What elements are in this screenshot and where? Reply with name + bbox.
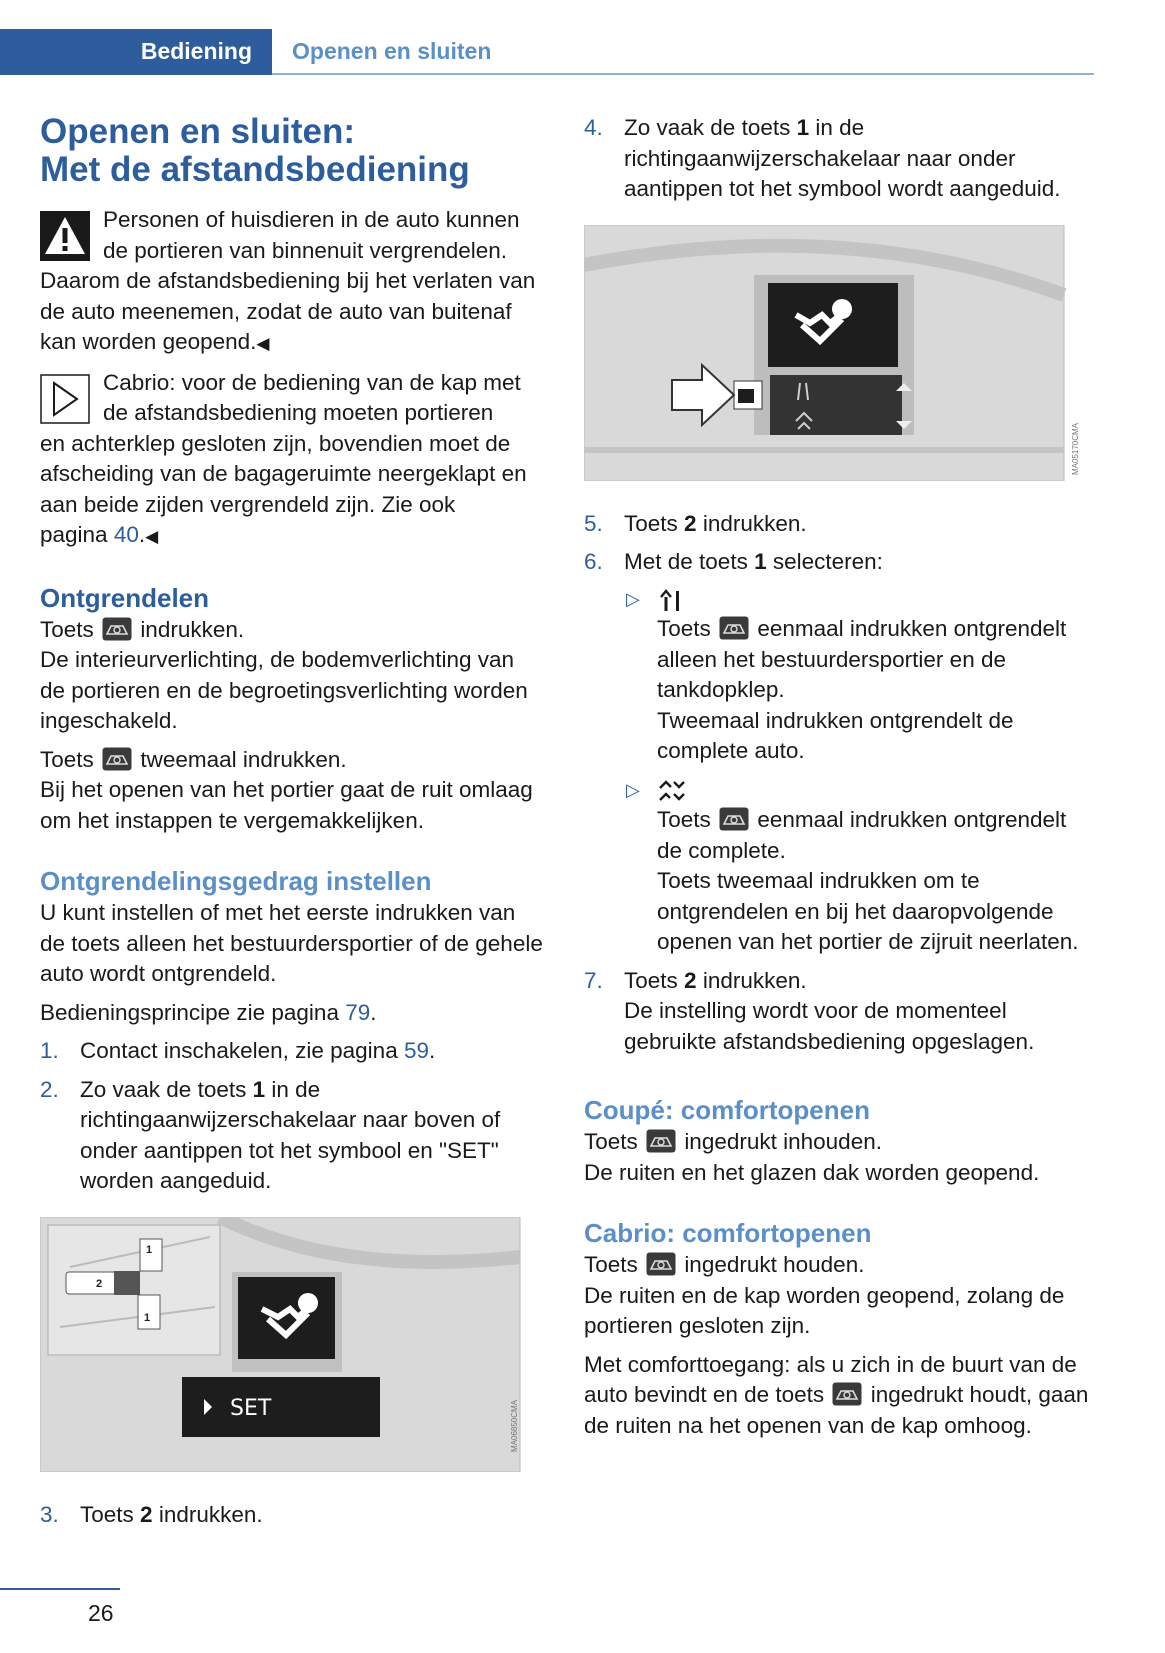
list-item: 5. Toets 2 indrukken. (584, 510, 807, 536)
steps-list-left (40, 1036, 545, 1197)
behaviour-principle: Bedieningsprincipe zie pagina 79. (40, 999, 377, 1025)
remote-key-icon (646, 1129, 676, 1153)
marker-2: 2 (96, 1277, 103, 1290)
marker-1-bottom: 1 (144, 1311, 151, 1324)
warning-triangle-icon (40, 211, 90, 261)
right-column (584, 113, 1094, 1441)
figure-unlock-display (584, 225, 1084, 481)
page-title-line2: Met de afstandsbediening (40, 150, 470, 189)
page-link-79[interactable]: 79 (345, 999, 371, 1025)
remote-key-icon (719, 616, 749, 640)
page-title-line1: Openen en sluiten: (40, 112, 356, 151)
end-mark-icon: ◀ (145, 527, 159, 546)
marker-1-top: 1 (146, 1243, 153, 1256)
bullet-triangle-icon: ▷ (626, 779, 640, 800)
behaviour-intro: U kunt instellen of met het eerste indrukken van de toets alleen het bestuurdersportier of de gehele auto wordt ontgrendeld. (40, 900, 543, 986)
page-title (40, 113, 545, 189)
unlock-paragraph-2: Toets tweemaal indrukken. Bij het openen van het portier gaat de ruit omlaag om het instappen te vergemakkelijken. (40, 746, 533, 833)
figure-code: MA05170CMA (1071, 422, 1080, 475)
header-rule-left (0, 73, 272, 75)
steps-list-right-2 (584, 509, 1094, 1058)
cabrio-paragraph-1: Toets ingedrukt houden. De ruiten en de kap worden geopend, zolang de portieren gesloten zijn. (584, 1252, 1065, 1338)
page-link-40[interactable]: 40 (113, 522, 139, 547)
cabrio-paragraph-2: Met comforttoegang: als u zich in de buurt van de auto bevindt en de toets ingedrukt houdt, gaan de ruiten na het openen van de kap omhoog. (584, 1351, 1089, 1438)
option-driver-door: ▷ Toets eenmaal indrukken ontgrendelt alleen het bestuurdersportier en de tankdopklep. Tweemaal indrukken ontgrendelt de complete auto. (584, 584, 1094, 767)
note-text: en achterklep gesloten zijn, bovendien moet de afscheiding van de bagageruimte neergeklapt en aan beide zijden vergrendeld zijn. Zie ook (40, 430, 527, 517)
play-arrow-icon (40, 374, 90, 424)
set-label: SET (230, 1395, 272, 1421)
note-line1: Cabrio: voor de bediening van de kap met (103, 369, 521, 395)
warning-text: Daarom de afstandsbediening bij het verlaten van de auto meenemen, zodat de auto van buitenaf kan worden geopend. (40, 268, 536, 354)
warning-note (40, 205, 545, 360)
steps-list-left-2 (40, 1500, 545, 1531)
info-note: Cabrio: voor de bediening van de kap met de afstandsbediening moeten portieren en achterklep gesloten zijn, bovendien moet de afscheiding van de bagageruimte neergeklapt en aan beide zijden vergrendeld zijn. Zie ook pagina 40.◀ (40, 368, 545, 553)
header-subsection-label: Openen en sluiten (292, 38, 492, 64)
remote-key-icon (832, 1382, 862, 1406)
list-item: 7. Toets 2 indrukken. De instelling wordt voor de momenteel gebruikte afstandsbediening opgeslagen. (584, 967, 1035, 1054)
warning-line1: Personen of huisdieren in de auto kunnen (103, 207, 520, 232)
bullet-triangle-icon: ▷ (626, 588, 640, 609)
header-section-label: Bediening (140, 38, 252, 64)
list-item: 1. Contact inschakelen, zie pagina 59. (40, 1038, 436, 1063)
remote-key-icon (102, 617, 132, 641)
heading-ontgrendelingsgedrag: Ontgrendelingsgedrag instellen (40, 866, 432, 896)
figure-code: MA06850CMA (510, 1399, 519, 1452)
list-item: 2. Zo vaak de toets 1 in de richtingaanwijzerschakelaar naar boven of onder aantippen tot het symbool en "SET" worden aangeduid. (40, 1076, 501, 1193)
driver-door-symbol-icon (657, 587, 685, 613)
heading-cabrio-comfort: Cabrio: comfortopenen (584, 1218, 872, 1248)
option-complete-vehicle: ▷ Toets eenmaal indrukken ontgrendelt de complete. Toets tweemaal indrukken om te ontgrendelen en bij het daaropvolgende openen van het portier de zijruit neerlaten. (584, 775, 1094, 958)
heading-ontgrendelen: Ontgrendelen (40, 582, 210, 613)
list-item: 3. Toets 2 indrukken. (40, 1501, 263, 1527)
coupe-paragraph: Toets ingedrukt inhouden. De ruiten en het glazen dak worden geopend. (584, 1129, 1040, 1185)
page-number: 26 (88, 1600, 114, 1626)
figure-set-display (40, 1217, 523, 1472)
list-item: 4. Zo vaak de toets 1 in de richtingaanwijzerschakelaar naar onder aantippen tot het symbool wordt aangeduid. (584, 115, 1061, 201)
warning-line2: de portieren van binnenuit vergrendelen. (103, 237, 508, 263)
end-mark-icon: ◀ (256, 334, 270, 353)
left-column (40, 113, 545, 1538)
footer-rule (0, 1588, 120, 1590)
all-doors-symbol-icon (657, 778, 687, 804)
remote-key-icon (646, 1252, 676, 1276)
page-link-59[interactable]: 59 (403, 1038, 429, 1063)
note-line2: de afstandsbediening moeten portieren (103, 400, 494, 425)
remote-key-icon (719, 807, 749, 831)
list-item: 6. Met de toets 1 selecteren: ▷ Toets eenmaal indrukken ontgrendelt alleen het bestuurdersportier en de tankdopklep. Tweemaal indrukken ontgrendelt de complete auto. ▷ Toets eenmaal indrukken ontgrendelt de complete. Toets tweemaal indrukken om te ontgrendelen en bij het daaropvolgende openen van het portier de zijruit neerlaten. (584, 547, 1094, 958)
remote-key-icon (102, 747, 132, 771)
note-page-word: pagina (40, 522, 108, 547)
unlock-paragraph-1: Toets indrukken. De interieurverlichting, de bodemverlichting van de portieren en de begroetingsverlichting worden ingeschakeld. (40, 616, 528, 733)
header-rule (272, 73, 1094, 75)
steps-list-right (584, 113, 1094, 205)
heading-coupe-comfort: Coupé: comfortopenen (584, 1095, 870, 1125)
